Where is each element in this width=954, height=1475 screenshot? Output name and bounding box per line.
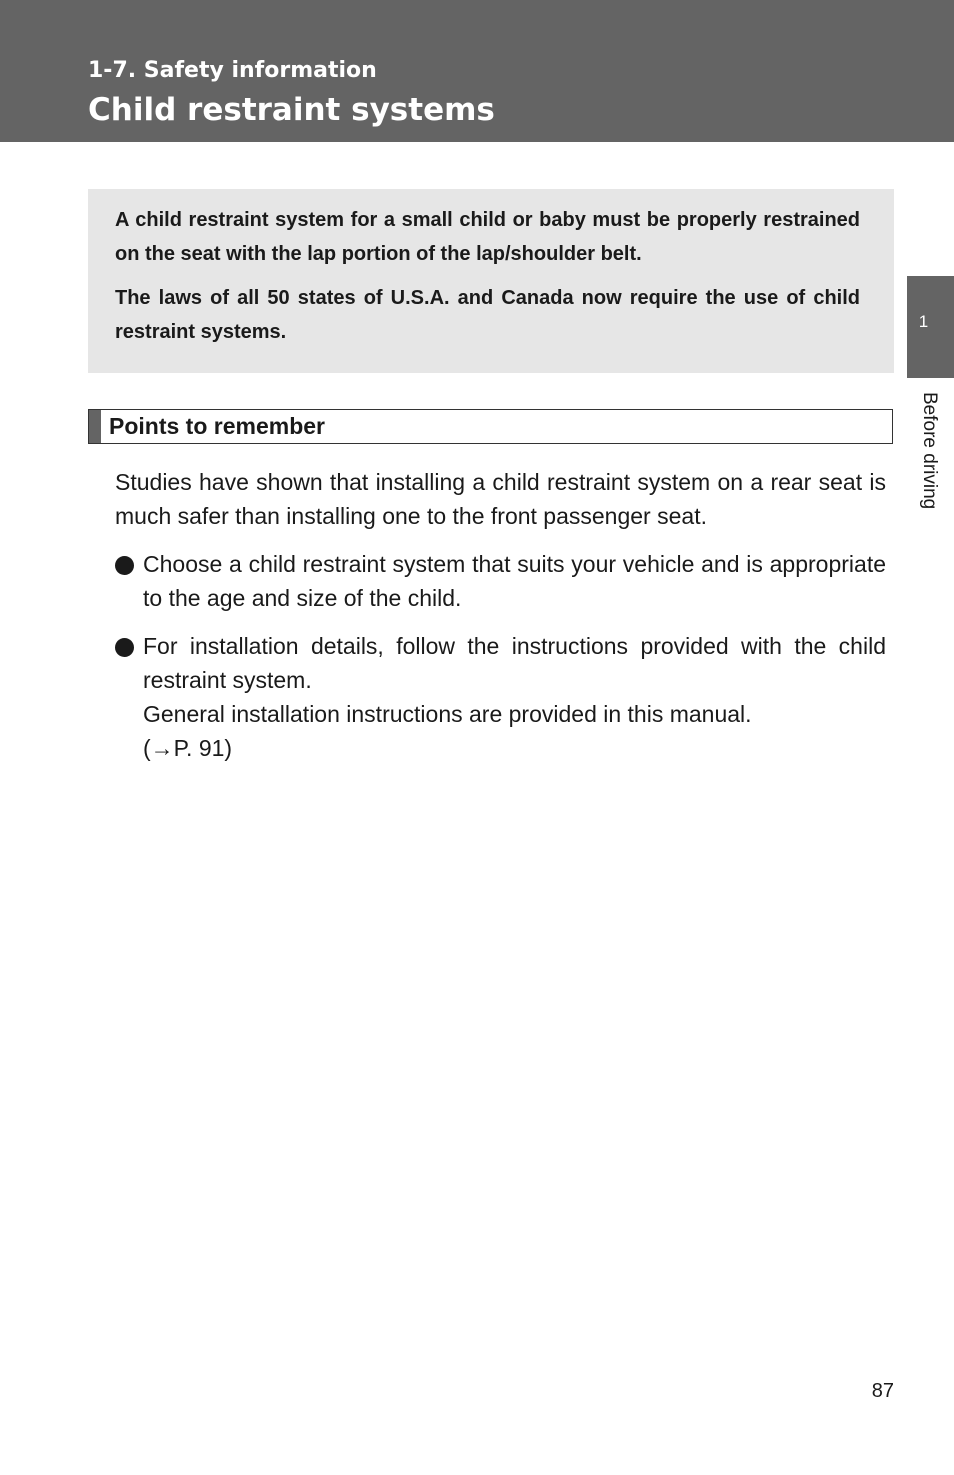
list-item-text: Choose a child restraint system that suits your vehicle and is appropriate to the age and size of the child. bbox=[143, 551, 886, 611]
intro-paragraph: The laws of all 50 states of U.S.A. and Canada now require the use of child restraint systems. bbox=[115, 287, 860, 343]
page-number: 87 bbox=[871, 1380, 894, 1402]
chapter-header bbox=[0, 0, 954, 142]
chapter-tab-label: Before driving bbox=[919, 392, 940, 510]
list-item-text: For installation details, follow the instructions provided with the child restraint system. bbox=[143, 633, 886, 693]
heading-marker-bar bbox=[89, 410, 101, 443]
bullet-icon bbox=[115, 556, 134, 575]
section-body bbox=[115, 465, 886, 779]
section-heading bbox=[88, 409, 893, 444]
chapter-tab bbox=[907, 276, 954, 378]
bullet-icon bbox=[115, 638, 134, 657]
page-reference-link[interactable]: (→P. 91) bbox=[143, 735, 233, 761]
intro-paragraph: A child restraint system for a small child or baby must be properly restrained on the seat with the lap portion of the lap/shoulder belt. bbox=[115, 209, 860, 265]
list-item-text: General installation instructions are provided in this manual. bbox=[143, 701, 752, 727]
section-heading-label: Points to remember bbox=[109, 413, 325, 439]
page-title: Child restraint systems bbox=[88, 92, 495, 128]
section-number: 1-7. Safety information bbox=[88, 58, 377, 83]
intro-box bbox=[88, 189, 894, 373]
chapter-tab-number: 1 bbox=[918, 312, 929, 331]
list-item bbox=[115, 547, 886, 615]
body-paragraph: Studies have shown that installing a child restraint system on a rear seat is much safer than installing one to the front passenger seat. bbox=[115, 469, 886, 529]
list-item bbox=[115, 629, 886, 765]
